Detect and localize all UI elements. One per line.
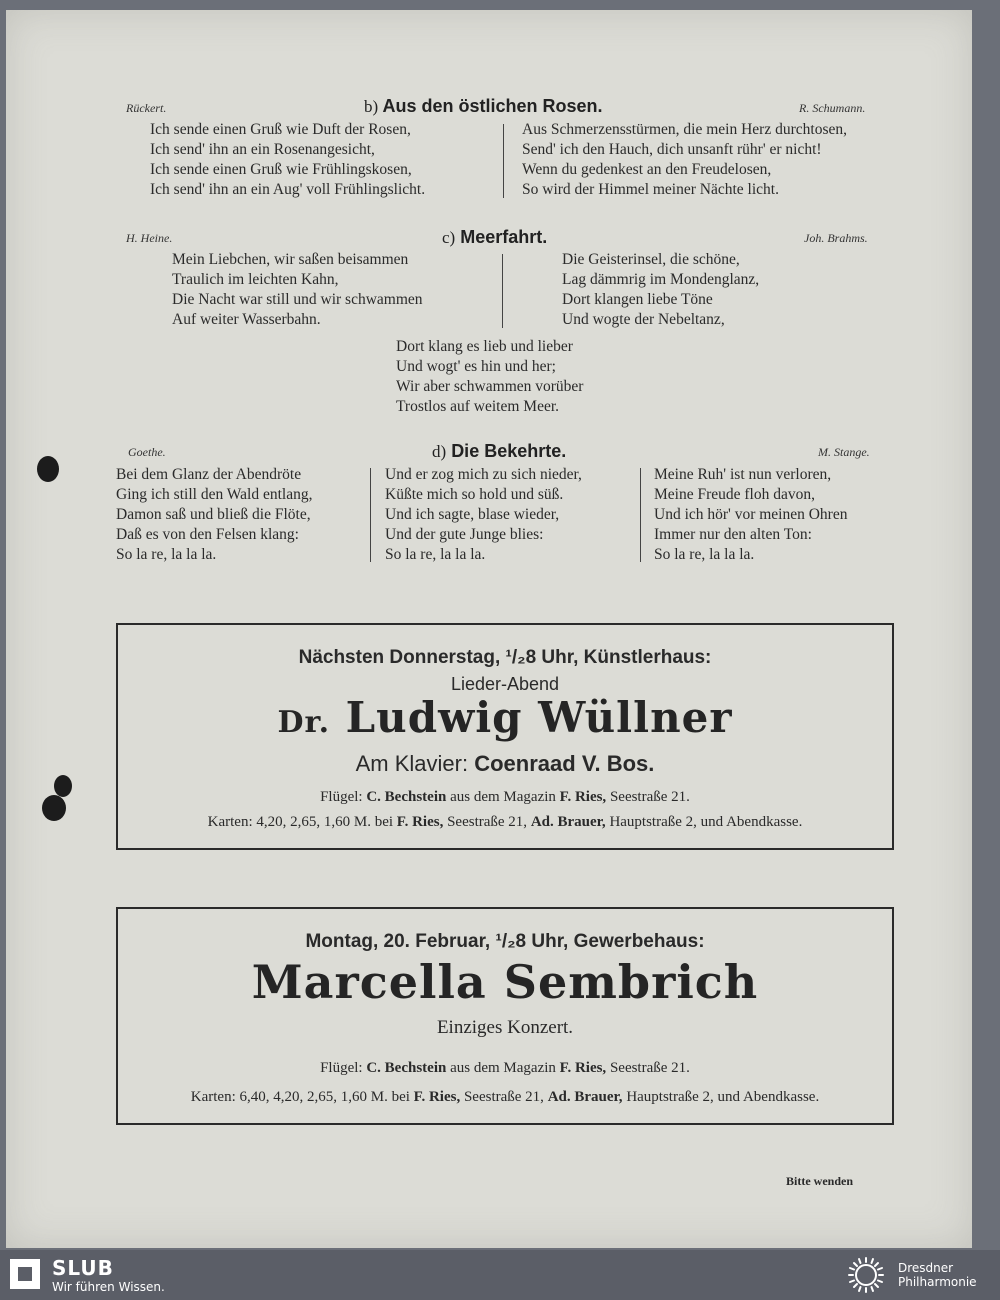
slub-tagline: Wir führen Wissen. [52, 1280, 165, 1294]
song-title-b [364, 96, 603, 117]
verse-line: Daß es von den Felsen klang: [116, 526, 299, 543]
performer-name-text: Ludwig Wüllner [345, 693, 733, 742]
verse-line: Trostlos auf weitem Meer. [396, 398, 560, 415]
fluegel-address: Seestraße 21. [609, 1060, 690, 1076]
verse-line: Bei dem Glanz der Abendröte [116, 466, 302, 483]
verse-line: So la re, la la la. [385, 546, 486, 563]
fluegel-text: aus dem Magazin [450, 789, 556, 805]
tickets-address: Hauptstraße 2, und Abendkasse. [609, 814, 803, 830]
verse-d-col2 [385, 465, 582, 565]
composer-brahms: Joh. Brahms. [804, 231, 868, 245]
song-letter-d: d) [432, 442, 447, 461]
tickets-address: Hauptstraße 2, und Abendkasse. [626, 1089, 820, 1105]
fluegel-brand: C. Bechstein [366, 1060, 447, 1076]
piano-accompanist [118, 751, 892, 777]
fluegel-label: Flügel: [320, 789, 363, 805]
composer-schumann: R. Schumann. [799, 101, 866, 115]
concert-ad-wuellner [116, 623, 894, 850]
verse-line: Auf weiter Wasserbahn. [172, 311, 321, 328]
verse-line: Die Geisterinsel, die schöne, [562, 251, 740, 268]
column-divider [370, 468, 371, 562]
philharmonie-line1: Dresdner [898, 1261, 954, 1275]
song-title-c [442, 227, 547, 248]
verse-line: Die Nacht war still und wir schwammen [172, 291, 423, 308]
performer-name: Marcella Sembrich [251, 955, 759, 1009]
tickets-store: F. Ries, [396, 814, 444, 830]
piano-label: Am Klavier: [355, 751, 469, 776]
verse-line: Send' ich den Hauch, dich unsanft rühr' er nicht! [522, 141, 822, 158]
column-divider [502, 254, 503, 328]
tickets-address: Seestraße 21, [447, 814, 528, 830]
piano-supplier [118, 1060, 892, 1077]
verse-b-left [150, 120, 425, 200]
verse-line: Wenn du gedenkest an den Freudelosen, [522, 161, 772, 178]
verse-line: Ich send' ihn an ein Rosenangesicht, [150, 141, 375, 158]
turn-page-note: Bitte wenden [786, 1174, 853, 1188]
tickets-prefix: Karten: 6,40, 4,20, 2,65, 1,60 M. bei [190, 1089, 410, 1105]
column-divider [503, 124, 504, 198]
verse-line: Lag dämmrig im Mondenglanz, [562, 271, 760, 288]
verse-line: Und wogt' es hin und her; [396, 358, 556, 375]
verse-line: Und der gute Junge blies: [385, 526, 544, 543]
punch-hole-bottom [42, 795, 66, 821]
philharmonie-logo-icon[interactable] [846, 1255, 886, 1295]
verse-d-col3 [654, 465, 847, 565]
punch-hole-middle [54, 775, 72, 797]
slub-logo-icon[interactable] [10, 1259, 40, 1289]
verse-c-center [396, 337, 583, 417]
verse-line: Mein Liebchen, wir saßen beisammen [172, 251, 409, 268]
song-title-c-text: Meerfahrt. [460, 227, 548, 247]
verse-c-right [562, 250, 759, 330]
footer-bar [0, 1250, 1000, 1300]
performer-name [118, 693, 892, 742]
song-title-b-text: Aus den östlichen Rosen. [382, 96, 603, 116]
composer-stange: M. Stange. [818, 445, 870, 459]
ad-heading: Montag, 20. Februar, ¹/₂8 Uhr, Gewerbehaus: [305, 931, 705, 952]
verse-line: Wir aber schwammen vorüber [396, 378, 584, 395]
tickets-store: Ad. Brauer, [530, 814, 606, 830]
verse-line: Ich send' ihn an ein Aug' voll Frühlingslicht. [150, 181, 426, 198]
verse-line: Traulich im leichten Kahn, [172, 271, 339, 288]
verse-line: Ich sende einen Gruß wie Frühlingskosen, [150, 161, 412, 178]
fluegel-address: Seestraße 21. [609, 789, 690, 805]
poet-goethe: Goethe. [128, 445, 166, 459]
ad-heading: Nächsten Donnerstag, ¹/₂8 Uhr, Künstlerhaus: [298, 647, 712, 668]
verse-line: Damon saß und bließ die Flöte, [116, 506, 311, 523]
performer-title: Dr. [277, 705, 331, 740]
philharmonie-name[interactable] [898, 1261, 977, 1289]
verse-line: So la re, la la la. [654, 546, 755, 563]
song-title-d [432, 441, 566, 462]
tickets-address: Seestraße 21, [463, 1089, 544, 1105]
verse-line: Und wogte der Nebeltanz, [562, 311, 725, 328]
verse-line: Und er zog mich zu sich nieder, [385, 466, 582, 483]
verse-line: Ich sende einen Gruß wie Duft der Rosen, [150, 121, 411, 138]
verse-line: Und ich hör' vor meinen Ohren [654, 506, 848, 523]
concert-ad-sembrich [116, 907, 894, 1125]
column-divider [640, 468, 641, 562]
ticket-info [118, 814, 892, 831]
song-letter-b: b) [364, 97, 379, 116]
verse-line: Immer nur den alten Ton: [654, 526, 812, 543]
concert-subtitle: Einziges Konzert. [436, 1017, 574, 1038]
verse-line: Meine Freude floh davon, [654, 486, 815, 503]
punch-hole-top [37, 456, 59, 482]
verse-d-col1 [116, 465, 313, 565]
fluegel-brand: C. Bechstein [366, 789, 447, 805]
poet-rueckert: Rückert. [126, 101, 167, 115]
verse-c-left [172, 250, 423, 330]
verse-line: Küßte mich so hold und süß. [385, 486, 564, 503]
verse-line: Aus Schmerzensstürmen, die mein Herz durchtosen, [522, 121, 847, 138]
tickets-store: F. Ries, [413, 1089, 461, 1105]
verse-b-right [522, 120, 847, 200]
piano-supplier [118, 789, 892, 806]
song-letter-c: c) [442, 228, 456, 247]
slub-title[interactable]: SLUB [52, 1256, 114, 1280]
philharmonie-line2: Philharmonie [898, 1275, 977, 1289]
ad-subheading: Lieder-Abend [450, 674, 560, 694]
fluegel-label: Flügel: [320, 1060, 363, 1076]
verse-line: So la re, la la la. [116, 546, 217, 563]
verse-line: So wird der Himmel meiner Nächte licht. [522, 181, 779, 198]
verse-line: Dort klangen liebe Töne [562, 291, 713, 308]
verse-line: Dort klang es lieb und lieber [396, 338, 573, 355]
tickets-store: Ad. Brauer, [547, 1089, 623, 1105]
fluegel-store: F. Ries, [559, 789, 607, 805]
piano-name: Coenraad V. Bos. [474, 751, 655, 776]
ticket-info [118, 1089, 892, 1106]
verse-line: Und ich sagte, blase wieder, [385, 506, 560, 523]
fluegel-text: aus dem Magazin [450, 1060, 556, 1076]
fluegel-store: F. Ries, [559, 1060, 607, 1076]
verse-line: Meine Ruh' ist nun verloren, [654, 466, 832, 483]
poet-heine: H. Heine. [126, 231, 173, 245]
song-title-d-text: Die Bekehrte. [451, 441, 567, 461]
verse-line: Ging ich still den Wald entlang, [116, 486, 313, 503]
tickets-prefix: Karten: 4,20, 2,65, 1,60 M. bei [207, 814, 394, 830]
